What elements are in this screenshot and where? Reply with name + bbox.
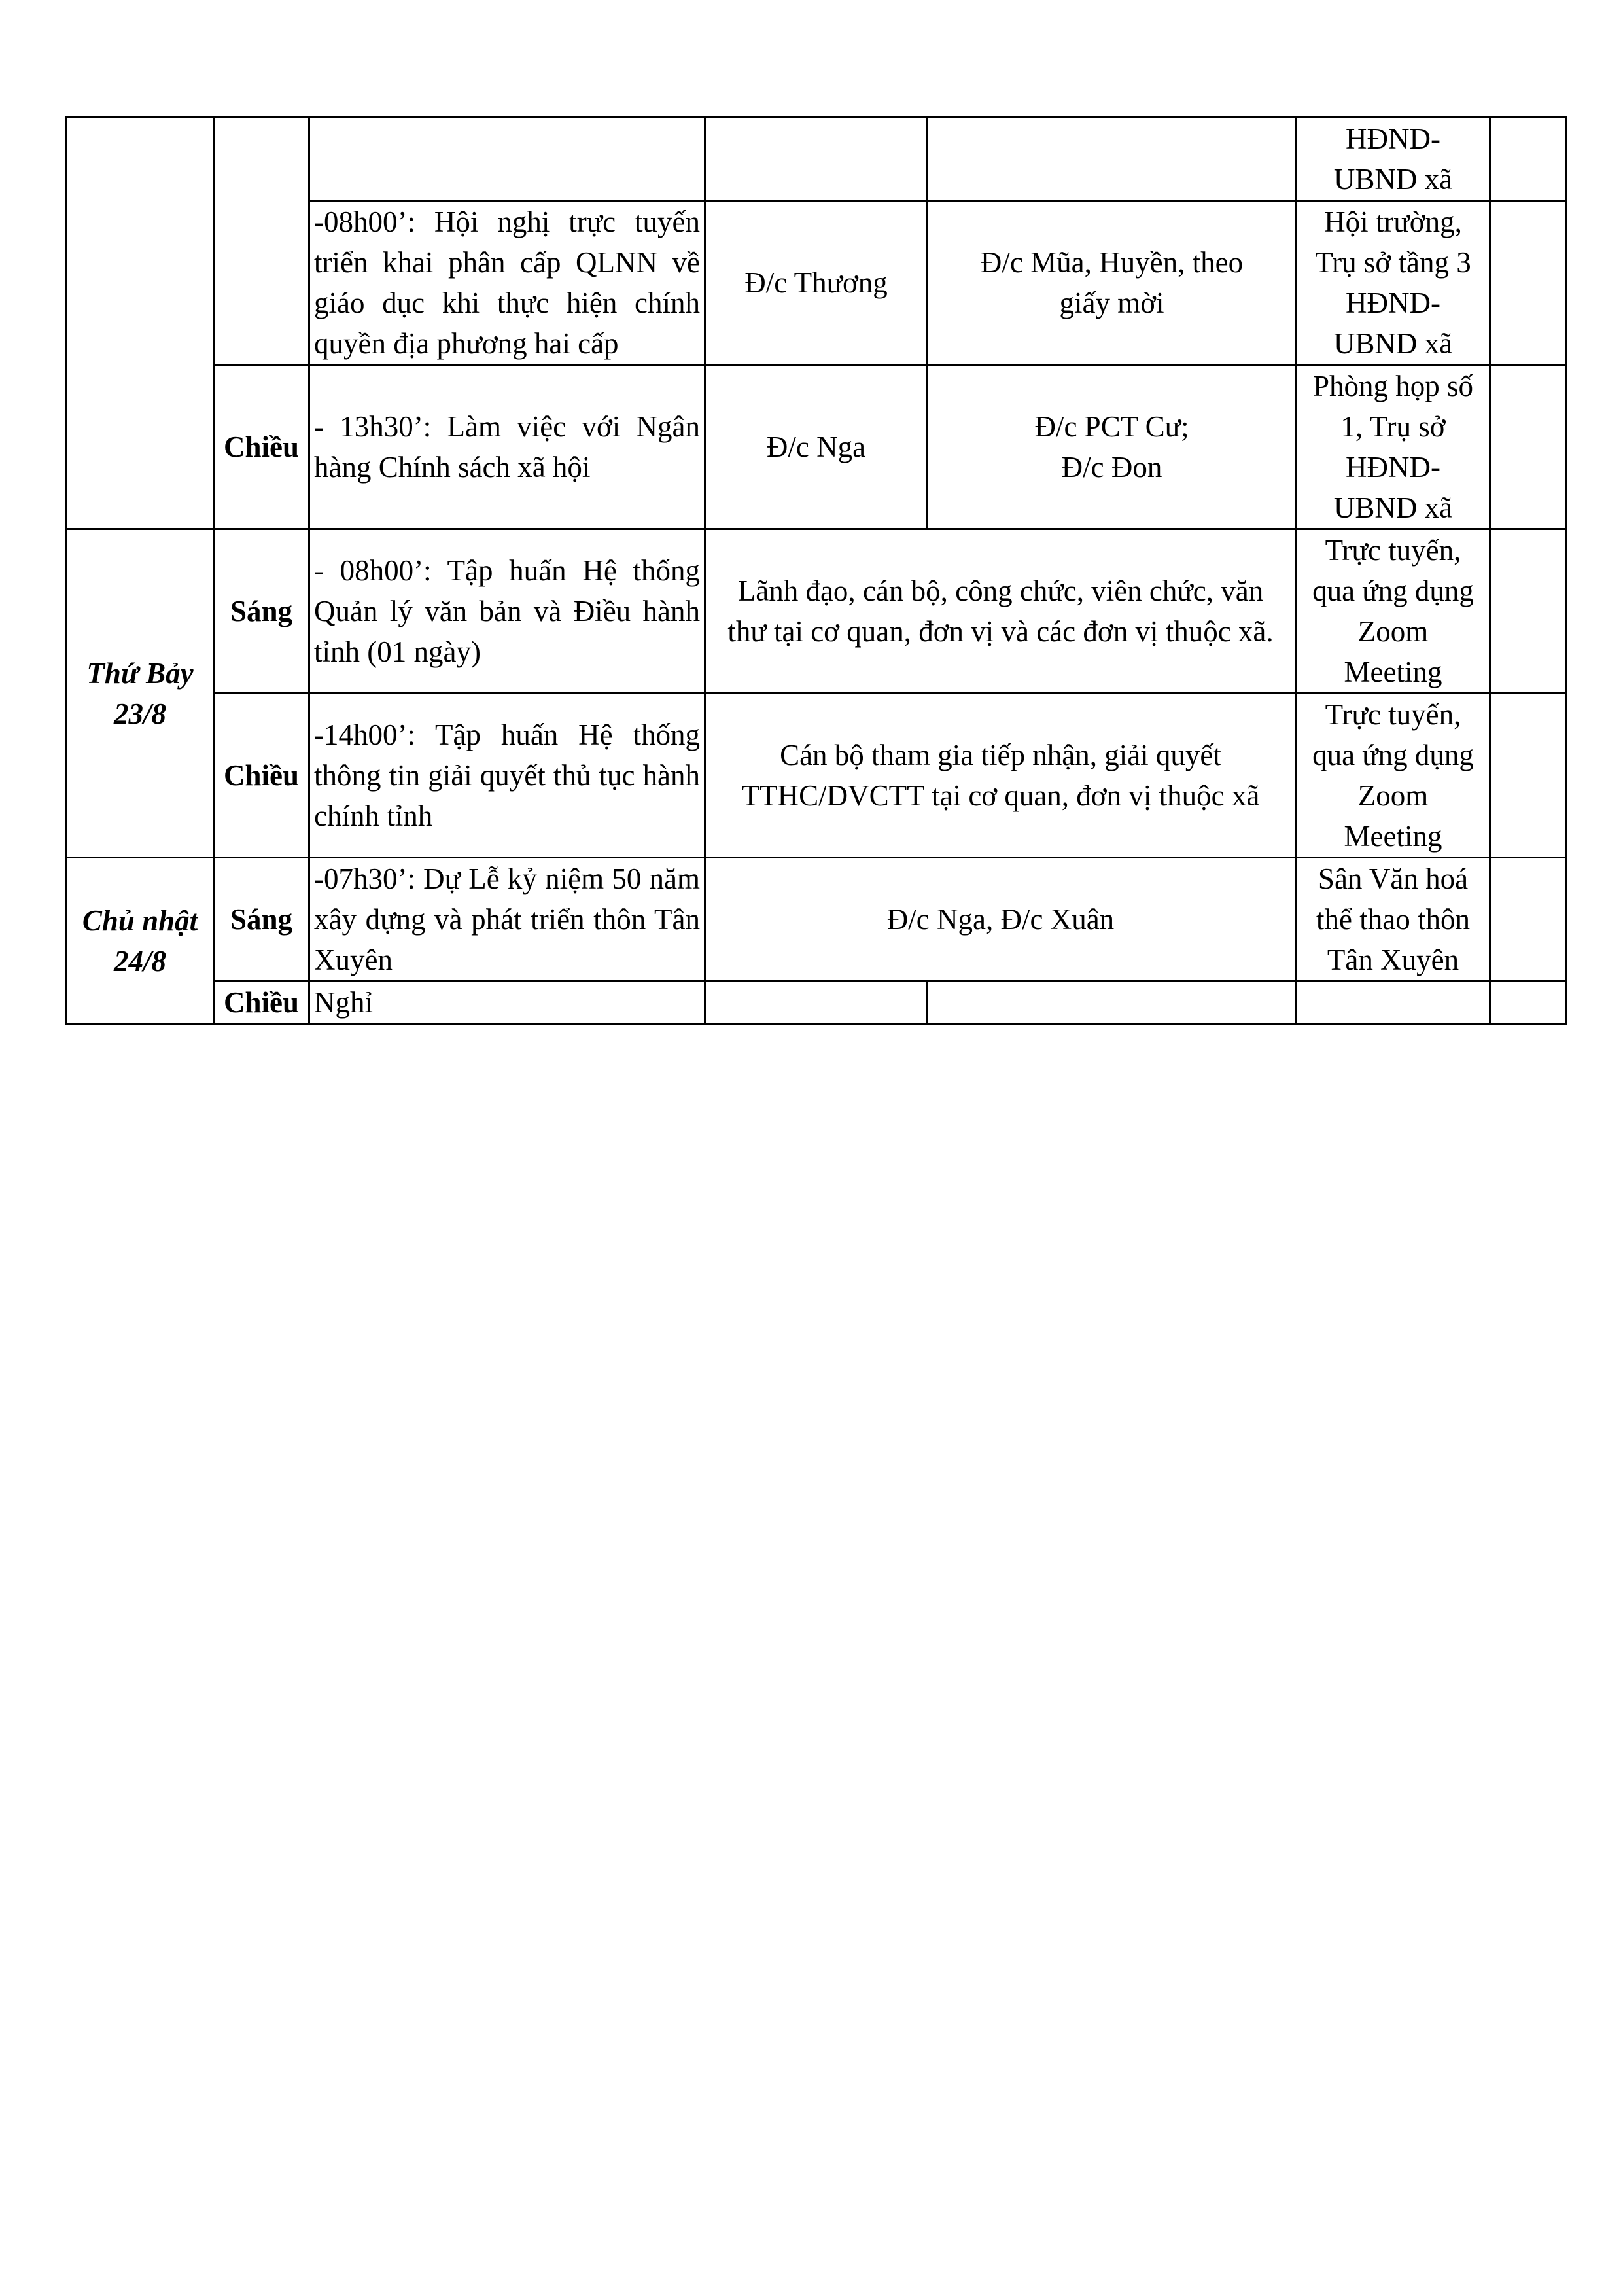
- location-line: Phòng họp số: [1312, 370, 1474, 402]
- location-line: Tân Xuyên: [1327, 944, 1459, 976]
- session-cell: Chiều: [214, 981, 309, 1024]
- participants-line: TTHC/DVCTT tại cơ quan, đơn vị thuộc xã: [741, 779, 1260, 812]
- content-cell: -07h30’: Dự Lễ kỷ niệm 50 năm xây dựng và phát triển thôn Tân Xuyên: [309, 858, 705, 981]
- location-line: qua ứng dụng: [1312, 574, 1474, 607]
- location-line: Meeting: [1344, 656, 1442, 688]
- table-row: [67, 365, 1566, 529]
- lead-cell: Đ/c Nga: [705, 365, 928, 529]
- location-line: Trụ sở tầng 3: [1315, 246, 1471, 279]
- location-line: Meeting: [1344, 820, 1442, 853]
- participants-cell: Đ/c Nga, Đ/c Xuân: [705, 858, 1297, 981]
- table-row: [67, 694, 1566, 858]
- location-cell: [1297, 858, 1490, 981]
- location-line: Hội trường,: [1324, 205, 1462, 238]
- note-cell: [1490, 365, 1566, 529]
- table-row: [67, 858, 1566, 981]
- location-cell: [1297, 694, 1490, 858]
- note-cell: [1490, 529, 1566, 694]
- participants-line: Cán bộ tham gia tiếp nhận, giải quyết: [780, 739, 1221, 771]
- location-line: qua ứng dụng: [1312, 739, 1474, 771]
- content-cell: - 13h30’: Làm việc với Ngân hàng Chính sách xã hội: [309, 365, 705, 529]
- content-cell: -08h00’: Hội nghị trực tuyến triển khai phân cấp QLNN về giáo dục khi thực hiện chính quyền địa phương hai cấp: [309, 201, 705, 365]
- participants-line: Lãnh đạo, cán bộ, công chức, viên chức, văn: [737, 574, 1264, 607]
- note-cell: [1490, 201, 1566, 365]
- location-line: 1, Trụ sở: [1340, 410, 1446, 443]
- participants-cell: [928, 201, 1297, 365]
- location-cell: [1297, 529, 1490, 694]
- content-cell: -14h00’: Tập huấn Hệ thống thông tin giải quyết thủ tục hành chính tỉnh: [309, 694, 705, 858]
- location-line: UBND xã: [1333, 491, 1453, 524]
- content-cell: - 08h00’: Tập huấn Hệ thống Quản lý văn bản và Điều hành tỉnh (01 ngày): [309, 529, 705, 694]
- session-cell: [214, 118, 309, 365]
- participants-cell: [928, 118, 1297, 201]
- location-cell: [1297, 201, 1490, 365]
- note-cell: [1490, 981, 1566, 1024]
- location-cell: [1297, 118, 1490, 201]
- location-line: HĐND-: [1346, 451, 1440, 484]
- content-cell: Nghỉ: [309, 981, 705, 1024]
- participants-line: Đ/c PCT Cư;: [1034, 410, 1189, 443]
- participants-line: thư tại cơ quan, đơn vị và các đơn vị thuộc xã.: [727, 615, 1274, 648]
- content-cell: [309, 118, 705, 201]
- session-cell: Chiều: [214, 694, 309, 858]
- day-cell: [67, 529, 214, 858]
- location-line: HĐND-: [1346, 287, 1440, 319]
- participants-cell: [928, 365, 1297, 529]
- location-line: thể thao thôn: [1316, 903, 1470, 936]
- session-cell: Sáng: [214, 858, 309, 981]
- note-cell: [1490, 118, 1566, 201]
- session-cell: Sáng: [214, 529, 309, 694]
- table-row: [67, 529, 1566, 694]
- note-cell: [1490, 858, 1566, 981]
- session-cell: Chiều: [214, 365, 309, 529]
- day-name: Thứ Bảy: [86, 656, 194, 690]
- location-line: UBND xã: [1333, 327, 1453, 360]
- location-line: Zoom: [1357, 615, 1429, 648]
- day-cell: [67, 118, 214, 529]
- day-date: 24/8: [113, 944, 166, 978]
- lead-cell: [705, 118, 928, 201]
- location-line: Zoom: [1357, 779, 1429, 812]
- participants-cell: [705, 694, 1297, 858]
- location-line: Sân Văn hoá: [1318, 862, 1469, 895]
- table-row: [67, 118, 1566, 201]
- participants-cell: [928, 981, 1297, 1024]
- location-line: Trực tuyến,: [1325, 698, 1461, 731]
- day-name: Chủ nhật: [82, 904, 198, 937]
- location-cell: [1297, 365, 1490, 529]
- participants-line: Đ/c Đon: [1061, 451, 1162, 484]
- location-cell: [1297, 981, 1490, 1024]
- day-date: 23/8: [113, 697, 166, 730]
- location-line: Trực tuyến,: [1325, 534, 1461, 567]
- lead-cell: [705, 981, 928, 1024]
- schedule-table: [65, 116, 1567, 1025]
- lead-cell: Đ/c Thương: [705, 201, 928, 365]
- participants-cell: [705, 529, 1297, 694]
- day-cell: [67, 858, 214, 1024]
- note-cell: [1490, 694, 1566, 858]
- table-row: [67, 981, 1566, 1024]
- participants-line: Đ/c Mũa, Huyền, theo: [980, 246, 1244, 279]
- location-line: UBND xã: [1333, 163, 1453, 196]
- participants-line: giấy mời: [1059, 287, 1164, 319]
- location-line: HĐND-: [1346, 122, 1440, 155]
